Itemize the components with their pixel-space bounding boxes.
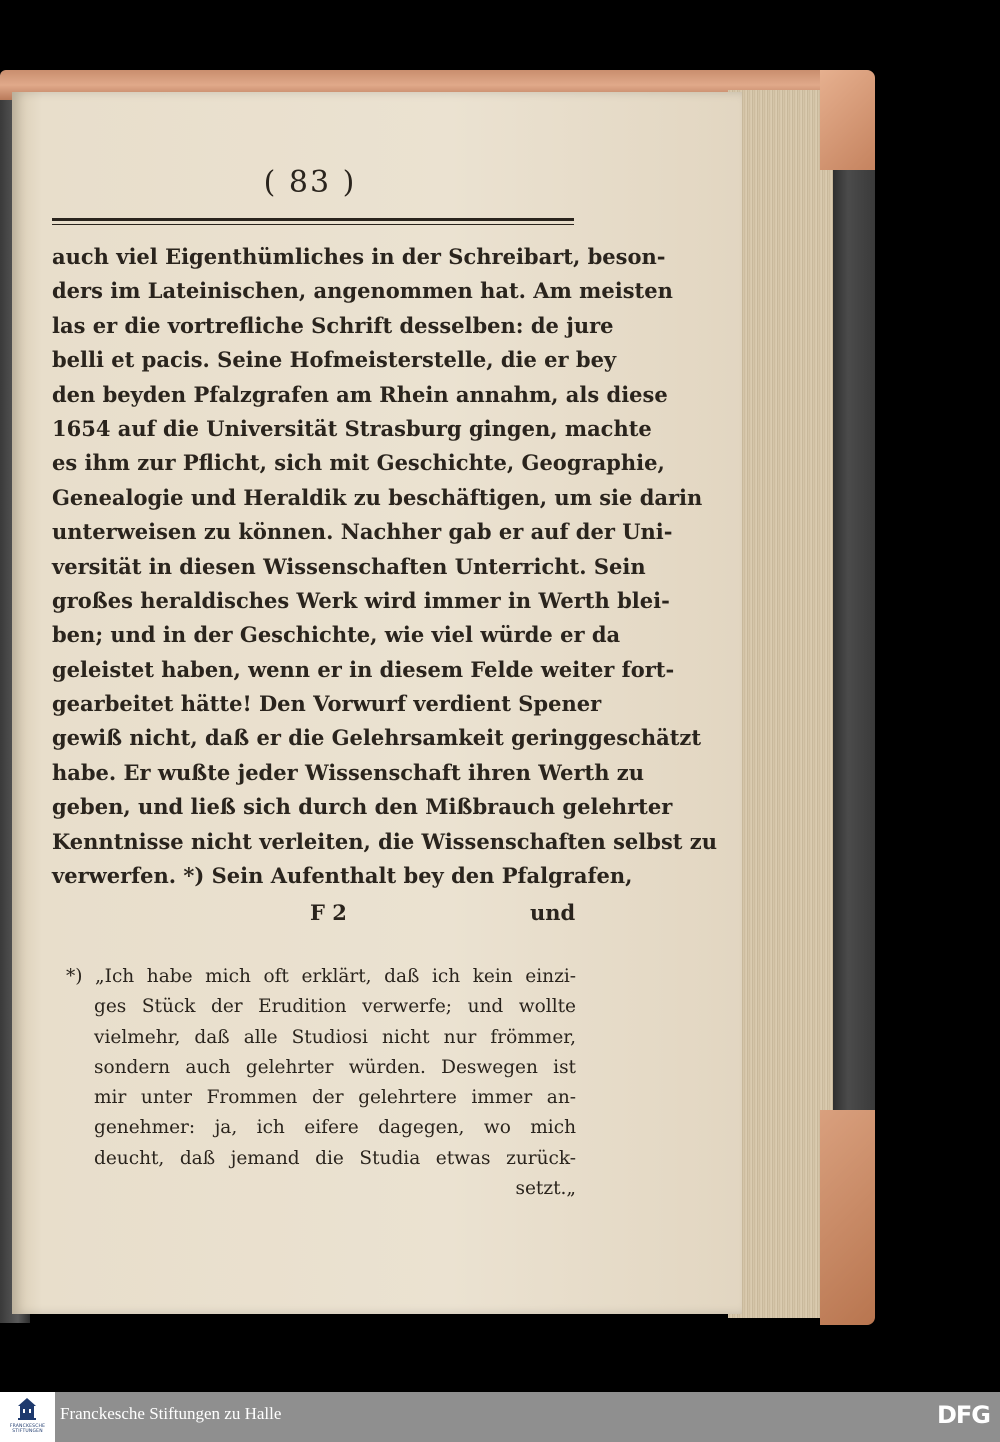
header-rule-thin xyxy=(52,224,574,225)
footnote xyxy=(66,962,576,1204)
footnote-line: sondern auch gelehrter würden. Deswegen ist xyxy=(94,1056,576,1078)
leather-corner-top xyxy=(820,70,875,170)
footnote-line: genehmer: ja, ich eifere dagegen, wo mich xyxy=(94,1117,576,1139)
body-line: gearbeitet hätte! Den Vorwurf verdient Spener xyxy=(52,691,602,717)
logo-line: FRANCKESCHE xyxy=(9,1424,46,1429)
body-line: gewiß nicht, daß er die Gelehrsamkeit geringgeschätzt xyxy=(52,725,702,751)
body-line: ben; und in der Geschichte, wie viel würde er da xyxy=(52,622,621,648)
body-text xyxy=(52,240,717,893)
franckesche-logo[interactable] xyxy=(0,1392,55,1442)
page-number-header: ( 83 ) xyxy=(263,165,357,200)
body-line: verwerfen. *) Sein Aufenthalt bey den Pfalgrafen, xyxy=(52,863,633,889)
dfg-logo[interactable]: DFG xyxy=(936,1401,990,1429)
footnote-line: *) „Ich habe mich oft erklärt, daß ich kein einzi- xyxy=(66,966,576,987)
body-line: belli et pacis. Seine Hofmeisterstelle, die er bey xyxy=(52,347,617,373)
catchword: und xyxy=(530,900,576,925)
body-line: großes heraldisches Werk wird immer in Werth blei- xyxy=(52,587,670,613)
logo-line: STIFTUNGEN xyxy=(12,1429,43,1434)
body-line: unterweisen zu können. Nachher gab er auf der Uni- xyxy=(52,519,673,545)
body-line: es ihm zur Pflicht, sich mit Geschichte, Geographie, xyxy=(52,450,665,476)
body-line: versität in diesen Wissenschaften Unterricht. Sein xyxy=(52,553,646,579)
body-line: den beyden Pfalzgrafen am Rhein annahm, als diese xyxy=(52,381,668,407)
header-rule xyxy=(52,218,574,221)
body-line: Kenntnisse nicht verleiten, die Wissenschaften selbst zu xyxy=(52,828,717,854)
body-line: geleistet haben, wenn er in diesem Felde weiter fort- xyxy=(52,656,675,682)
body-line: Genealogie und Heraldik zu beschäftigen, um sie darin xyxy=(52,484,703,510)
body-line: 1654 auf die Universität Strasburg gingen, machte xyxy=(52,415,652,441)
footnote-line: ges Stück der Erudition verwerfe; und wollte xyxy=(94,996,576,1018)
page-edges xyxy=(728,90,833,1318)
body-line: las er die vortrefliche Schrift desselben: de jure xyxy=(52,312,614,338)
body-line: geben, und ließ sich durch den Mißbrauch gelehrter xyxy=(52,794,673,820)
logo-text xyxy=(2,1424,53,1434)
leather-corner-bottom xyxy=(820,1110,875,1325)
footer-bar xyxy=(0,1392,1000,1442)
institution-title[interactable]: Franckesche Stiftungen zu Halle xyxy=(60,1404,282,1423)
footnote-line: setzt.„ xyxy=(515,1178,576,1200)
body-line: habe. Er wußte jeder Wissenschaft ihren Werth zu xyxy=(52,759,644,785)
body-line: ders im Lateinischen, angenommen hat. Am meisten xyxy=(52,278,673,304)
signature-mark: F 2 xyxy=(310,900,347,925)
footnote-line: vielmehr, daß alle Studiosi nicht nur frömmer, xyxy=(94,1026,576,1048)
footnote-line: mir unter Frommen der gelehrtere immer an- xyxy=(94,1087,576,1109)
body-line: auch viel Eigenthümliches in der Schreibart, beson- xyxy=(52,244,666,269)
building-icon xyxy=(18,1398,36,1420)
footnote-line: deucht, daß jemand die Studia etwas zurück- xyxy=(94,1147,576,1169)
